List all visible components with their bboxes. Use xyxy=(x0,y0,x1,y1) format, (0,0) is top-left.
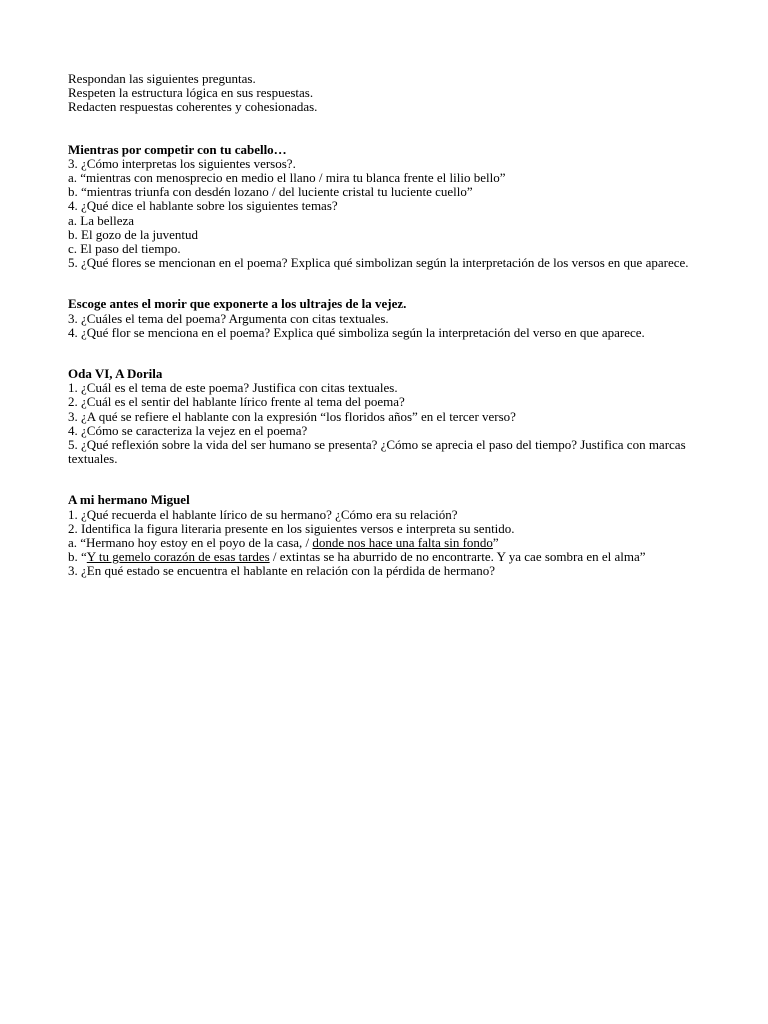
question-line: b. “mientras triunfa con desdén lozano / del luciente cristal tu luciente cuello” xyxy=(68,184,473,200)
question-line: 3. ¿Cómo interpretas los siguientes versos?. xyxy=(68,155,296,171)
section-title: A mi hermano Miguel xyxy=(68,492,190,508)
question-line: 4. ¿Cómo se caracteriza la vejez en el poema? xyxy=(68,422,308,438)
verse-text: b. “ xyxy=(68,549,87,565)
question-line: a. La belleza xyxy=(68,212,135,228)
verse-line-a xyxy=(68,536,708,550)
section-oda xyxy=(68,367,708,466)
section-hermano xyxy=(68,493,708,578)
underlined-verse: Y tu gemelo corazón de esas tardes xyxy=(86,549,270,565)
section-title: Mientras por competir con tu cabello… xyxy=(68,141,287,157)
instruction-line-1: Respondan las siguientes preguntas. xyxy=(68,71,256,86)
question-line: 5. ¿Qué reflexión sobre la vida del ser humano se presenta? ¿Cómo se aprecia el paso del tiempo? Justifica con marcas textuales. xyxy=(68,437,686,467)
question-line: 3. ¿A qué se refiere el hablante con la expresión “los floridos años” en el tercer verso? xyxy=(68,408,516,424)
question-line: 2. Identifica la figura literaria presente en los siguientes versos e interpreta su sentido. xyxy=(68,520,515,536)
question-line: b. El gozo de la juventud xyxy=(68,226,198,242)
section-escoge xyxy=(68,297,708,340)
underlined-verse: donde nos hace una falta sin fondo xyxy=(312,535,493,551)
question-line: 4. ¿Qué flor se menciona en el poema? Explica qué simboliza según la interpretación del verso en que aparece. xyxy=(68,324,645,340)
question-line: c. El paso del tiempo. xyxy=(68,241,181,257)
question-line: 4. ¿Qué dice el hablante sobre los siguientes temas? xyxy=(68,198,338,214)
question-line: 2. ¿Cuál es el sentir del hablante lírico frente al tema del poema? xyxy=(68,394,405,410)
verse-text: a. “Hermano hoy estoy en el poyo de la casa, / xyxy=(68,535,313,551)
question-line: 3. ¿En qué estado se encuentra el hablante en relación con la pérdida de hermano? xyxy=(68,563,495,579)
instruction-line-3: Redacten respuestas coherentes y cohesionadas. xyxy=(68,99,318,115)
section-title: Escoge antes el morir que exponerte a los ultrajes de la vejez. xyxy=(68,296,407,312)
question-line: 3. ¿Cuáles el tema del poema? Argumenta con citas textuales. xyxy=(68,310,389,326)
section-title: Oda VI, A Dorila xyxy=(68,366,163,382)
verse-text: / extintas se ha aburrido de no encontrarte. Y ya cae sombra en el alma” xyxy=(269,549,646,565)
instructions xyxy=(68,72,708,115)
question-line: a. “mientras con menosprecio en medio el llano / mira tu blanca frente el lilio bello” xyxy=(68,170,506,186)
instruction-line-2: Respeten la estructura lógica en sus respuestas. xyxy=(68,85,314,101)
document-page xyxy=(68,72,708,579)
question-line: 5. ¿Qué flores se mencionan en el poema? Explica qué simbolizan según la interpretación de los versos en que aparece. xyxy=(68,255,689,271)
question-line: 1. ¿Cuál es el tema de este poema? Justifica con citas textuales. xyxy=(68,380,398,396)
verse-text: ” xyxy=(492,535,499,551)
verse-line-b xyxy=(68,550,708,564)
section-mientras xyxy=(68,143,708,271)
question-line: 1. ¿Qué recuerda el hablante lírico de su hermano? ¿Cómo era su relación? xyxy=(68,506,458,522)
